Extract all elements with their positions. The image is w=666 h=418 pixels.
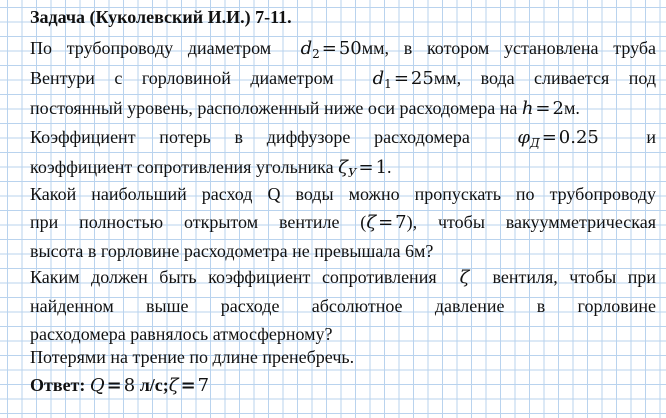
- d1-formula: $d_1 = 25$: [372, 68, 434, 91]
- question-1-line-2: при полностью открытом вентиле (ζ = 7), чтобы вакуумметрическая: [30, 212, 656, 233]
- question-1: [30, 180, 656, 265]
- answer-q-symbol: Q: [89, 375, 105, 396]
- phi-formula: $\varphi_Д = 0.25$: [517, 127, 599, 150]
- zeta-symbol: ζ: [459, 267, 470, 288]
- question-2-line-2: найденном выше расходе абсолютное давление в горловине: [30, 296, 656, 316]
- statement-line-1: По трубопроводу диаметром $d_2 = 50мм$, в котором установлена труба: [30, 38, 656, 61]
- question-2: [30, 263, 656, 348]
- problem-statement: [30, 34, 656, 183]
- statement-line-4: Коэффициент потерь в диффузоре расходомера $\varphi_Д = 0.25$ и: [30, 127, 657, 150]
- answer-label: Ответ:: [30, 375, 86, 395]
- statement-line-2: Вентури с горловиной диаметром $d_1 = 25мм$, вода сливается под: [30, 68, 656, 91]
- problem-title: Задача (Куколевский И.И.) 7-11.: [30, 7, 292, 27]
- question-1-line-1: Какой наибольший расход Q воды можно пропускать по трубопроводу: [30, 184, 656, 204]
- note-line: Потерями на трение по длине пренебречь.: [30, 347, 355, 367]
- note: [30, 343, 656, 371]
- zeta-formula: ζ = 7: [366, 212, 407, 233]
- zeta-u-formula: $\zeta_У = 1$: [338, 157, 388, 180]
- answer-unit: л/с;: [139, 375, 169, 395]
- answer-zeta-value: 7: [197, 375, 210, 396]
- d2-formula: $d_2 = 50$: [300, 38, 362, 61]
- answer-line: Ответ: Q = 8 л/с;ζ = 7: [30, 375, 210, 396]
- answer-zeta-symbol: ζ: [168, 375, 179, 396]
- question-2-line-1: Каким должен быть коэффициент сопротивления ζ вентиля, чтобы при: [30, 267, 656, 288]
- answer-q-value: 8: [123, 375, 136, 396]
- h-formula: h = 2: [521, 98, 564, 119]
- question-2-line-3: расходомера равнялось атмосферному?: [30, 324, 333, 344]
- question-1-line-3: высота в горловине расходометра не превышала 6м?: [30, 241, 434, 261]
- statement-line-3: постоянный уровень, расположенный ниже оси расходомера на h = 2м.: [30, 98, 580, 119]
- statement-line-5: коэффициент сопротивления угольника $\zeta_У = 1$.: [30, 157, 392, 180]
